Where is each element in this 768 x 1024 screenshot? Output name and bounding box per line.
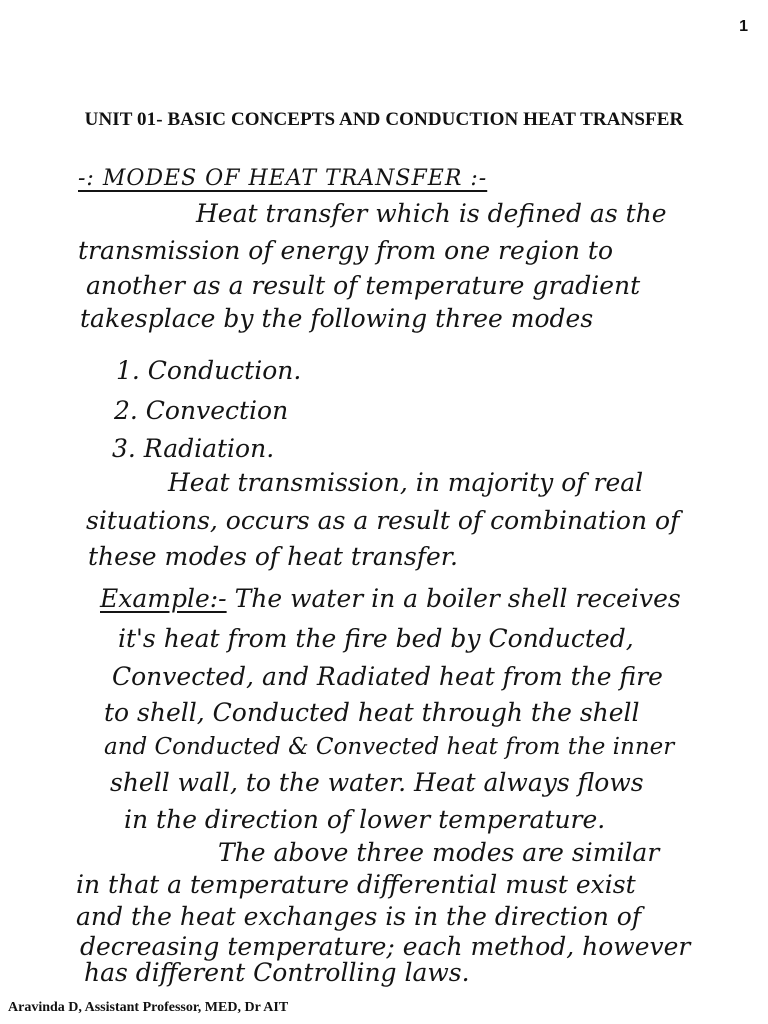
paragraph-line: situations, occurs as a result of combination of <box>86 506 680 535</box>
example-line: and Conducted & Convected heat from the inner <box>104 734 675 760</box>
example-line: to shell, Conducted heat through the shell <box>104 698 640 727</box>
mode-item: 3. Radiation. <box>112 434 275 463</box>
paragraph-line: in that a temperature differential must exist <box>76 870 636 899</box>
example-line: Convected, and Radiated heat from the fire <box>112 662 663 691</box>
mode-item: 2. Convection <box>114 396 289 425</box>
example-line: in the direction of lower temperature. <box>124 805 606 834</box>
example-label: Example:- <box>100 584 227 613</box>
paragraph-line: decreasing temperature; each method, however <box>80 932 691 961</box>
paragraph-line: these modes of heat transfer. <box>88 542 458 571</box>
intro-line: takesplace by the following three modes <box>80 304 594 333</box>
paragraph-line: and the heat exchanges is in the direction of <box>76 902 642 931</box>
example-first-line <box>100 584 681 613</box>
paragraph-line: has different Controlling laws. <box>84 958 470 987</box>
paragraph-line: The above three modes are similar <box>218 838 660 867</box>
intro-line: Heat transfer which is defined as the <box>196 199 667 228</box>
example-line: it's heat from the fire bed by Conducted, <box>118 624 634 653</box>
page-number: 1 <box>739 18 748 35</box>
example-line: shell wall, to the water. Heat always flows <box>110 768 644 797</box>
intro-line: another as a result of temperature gradient <box>86 271 641 300</box>
section-heading: -: MODES OF HEAT TRANSFER :- <box>78 166 488 191</box>
footer-author: Aravinda D, Assistant Professor, MED, Dr AIT <box>8 1000 289 1015</box>
example-text: The water in a boiler shell receives <box>234 584 681 613</box>
paragraph-line: Heat transmission, in majority of real <box>168 468 644 497</box>
intro-line: transmission of energy from one region to <box>78 236 613 265</box>
unit-title: UNIT 01- BASIC CONCEPTS AND CONDUCTION HEAT TRANSFER <box>84 109 684 130</box>
mode-item: 1. Conduction. <box>116 356 302 385</box>
